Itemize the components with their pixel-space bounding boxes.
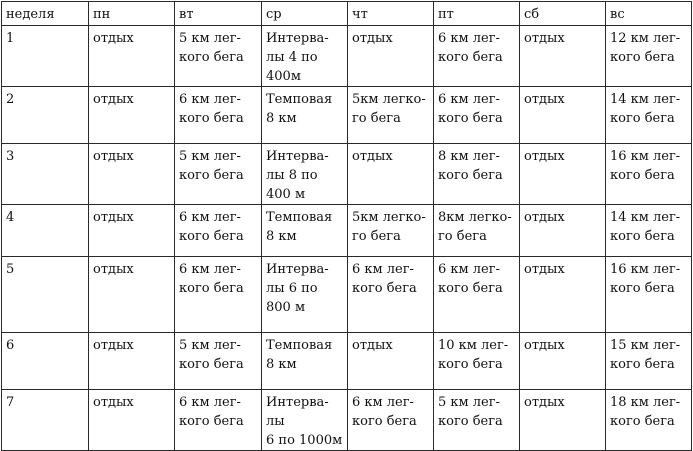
- cell-fri: 8 км лег- кого бега: [434, 144, 520, 205]
- cell-sat: отдых: [520, 257, 606, 333]
- cell-sat: отдых: [520, 390, 606, 451]
- cell-fri: 6 км лег- кого бега: [434, 87, 520, 144]
- header-thu: чт: [348, 2, 434, 26]
- cell-sun: 18 км лег- кого бега: [606, 390, 692, 451]
- table-row: [2, 257, 692, 333]
- cell-sun: 14 км лег- кого бега: [606, 205, 692, 257]
- cell-wed: Темповая 8 км: [262, 205, 348, 257]
- cell-mon: отдых: [89, 144, 175, 205]
- cell-tue: 6 км лег- кого бега: [175, 205, 262, 257]
- cell-thu: отдых: [348, 144, 434, 205]
- cell-week: 2: [2, 87, 89, 144]
- header-week: неделя: [2, 2, 89, 26]
- header-tue: вт: [175, 2, 262, 26]
- cell-week: 1: [2, 26, 89, 87]
- cell-week: 5: [2, 257, 89, 333]
- cell-week: 7: [2, 390, 89, 451]
- header-sat: сб: [520, 2, 606, 26]
- cell-wed: Темповая 8 км: [262, 333, 348, 390]
- header-row: [2, 2, 692, 26]
- cell-fri: 5 км лег- кого бега: [434, 390, 520, 451]
- cell-sun: 15 км лег- кого бега: [606, 333, 692, 390]
- cell-tue: 6 км лег- кого бега: [175, 87, 262, 144]
- cell-mon: отдых: [89, 333, 175, 390]
- table-row: [2, 390, 692, 451]
- cell-fri: 10 км лег- кого бега: [434, 333, 520, 390]
- cell-week: 4: [2, 205, 89, 257]
- header-sun: вс: [606, 2, 692, 26]
- cell-fri: 6 км лег- кого бега: [434, 26, 520, 87]
- cell-wed: Темповая 8 км: [262, 87, 348, 144]
- cell-sat: отдых: [520, 205, 606, 257]
- table-row: [2, 333, 692, 390]
- cell-thu: 5км легко- го бега: [348, 87, 434, 144]
- cell-wed: Интерва- лы 6 по 800 м: [262, 257, 348, 333]
- cell-thu: отдых: [348, 26, 434, 87]
- training-plan-table: [1, 1, 692, 451]
- header-wed: ср: [262, 2, 348, 26]
- cell-wed: Интерва- лы 8 по 400 м: [262, 144, 348, 205]
- header-fri: пт: [434, 2, 520, 26]
- cell-tue: 5 км лег- кого бега: [175, 333, 262, 390]
- cell-sat: отдых: [520, 26, 606, 87]
- cell-wed: Интерва- лы 6 по 1000м: [262, 390, 348, 451]
- table-row: [2, 144, 692, 205]
- cell-mon: отдых: [89, 390, 175, 451]
- cell-wed: Интерва- лы 4 по 400м: [262, 26, 348, 87]
- cell-tue: 6 км лег- кого бега: [175, 390, 262, 451]
- cell-thu: 6 км лег- кого бега: [348, 390, 434, 451]
- cell-tue: 5 км лег- кого бега: [175, 26, 262, 87]
- cell-week: 3: [2, 144, 89, 205]
- cell-sun: 14 км лег- кого бега: [606, 87, 692, 144]
- cell-fri: 6 км лег- кого бега: [434, 257, 520, 333]
- cell-thu: 5км легко- го бега: [348, 205, 434, 257]
- cell-sat: отдых: [520, 87, 606, 144]
- cell-mon: отдых: [89, 257, 175, 333]
- table-row: [2, 26, 692, 87]
- cell-sat: отдых: [520, 333, 606, 390]
- cell-thu: отдых: [348, 333, 434, 390]
- table-row: [2, 87, 692, 144]
- cell-sat: отдых: [520, 144, 606, 205]
- header-mon: пн: [89, 2, 175, 26]
- table-row: [2, 205, 692, 257]
- cell-tue: 6 км лег- кого бега: [175, 257, 262, 333]
- cell-week: 6: [2, 333, 89, 390]
- cell-mon: отдых: [89, 205, 175, 257]
- cell-thu: 6 км лег- кого бега: [348, 257, 434, 333]
- cell-fri: 8км легко- го бега: [434, 205, 520, 257]
- cell-sun: 12 км лег- кого бега: [606, 26, 692, 87]
- cell-tue: 5 км лег- кого бега: [175, 144, 262, 205]
- cell-sun: 16 км лег- кого бега: [606, 257, 692, 333]
- cell-sun: 16 км лег- кого бега: [606, 144, 692, 205]
- cell-mon: отдых: [89, 26, 175, 87]
- cell-mon: отдых: [89, 87, 175, 144]
